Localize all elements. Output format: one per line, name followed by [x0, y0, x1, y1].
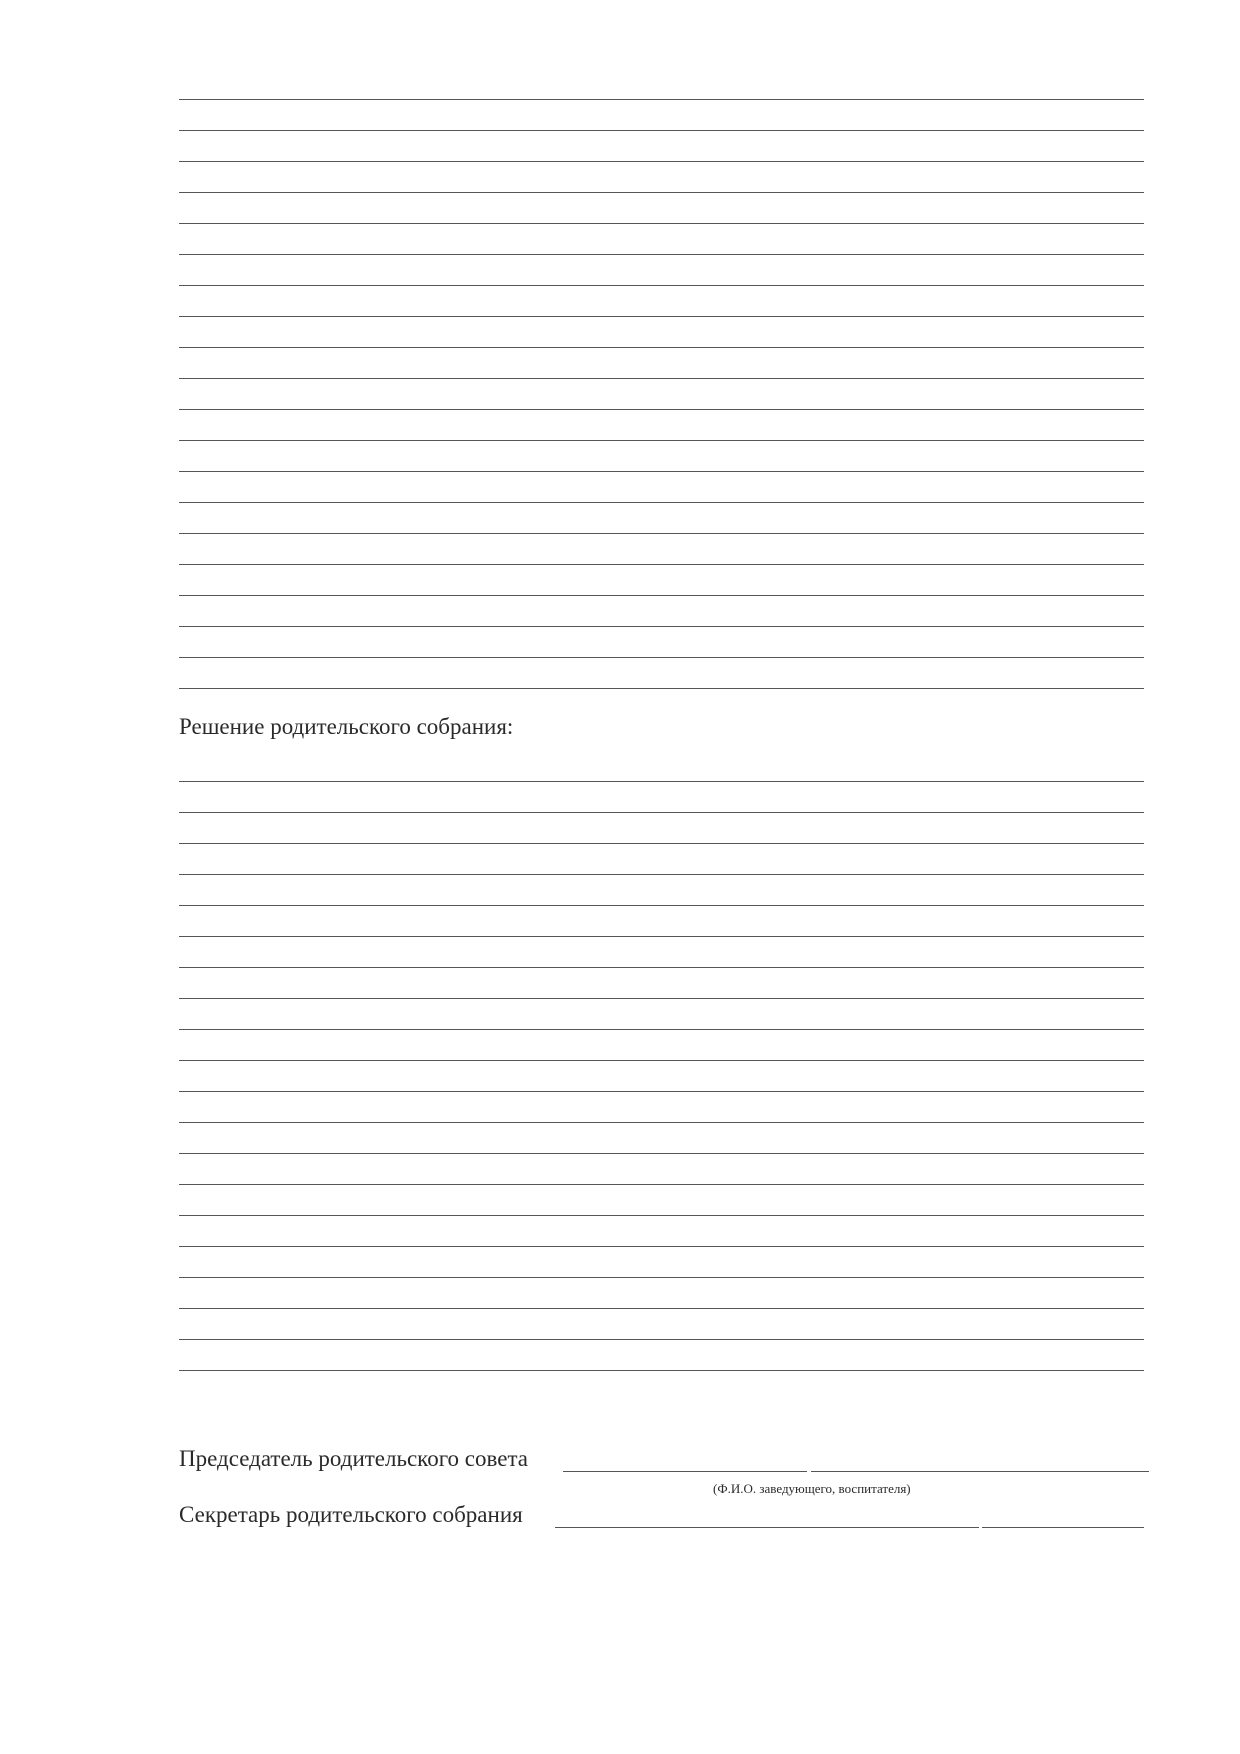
blank-line — [179, 688, 1144, 689]
blank-line — [179, 130, 1144, 131]
blank-line — [179, 192, 1144, 193]
blank-line — [179, 1308, 1144, 1309]
blank-line — [179, 1184, 1144, 1185]
chairman-name-field[interactable] — [811, 1471, 1149, 1472]
blank-line — [179, 161, 1144, 162]
blank-line — [179, 1122, 1144, 1123]
blank-line — [179, 1153, 1144, 1154]
blank-line — [179, 1370, 1144, 1371]
blank-line — [179, 285, 1144, 286]
blank-line — [179, 967, 1144, 968]
blank-line — [179, 1060, 1144, 1061]
blank-line — [179, 409, 1144, 410]
chairman-label: Председатель родительского совета — [179, 1446, 528, 1471]
blank-line — [179, 254, 1144, 255]
blank-line — [179, 533, 1144, 534]
chairman-signature-row — [179, 1444, 1154, 1476]
blank-line — [179, 347, 1144, 348]
blank-line — [179, 316, 1144, 317]
blank-line — [179, 781, 1144, 782]
blank-line — [179, 223, 1144, 224]
blank-line — [179, 1215, 1144, 1216]
blank-line — [179, 1029, 1144, 1030]
blank-line — [179, 502, 1144, 503]
blank-line — [179, 1246, 1144, 1247]
secretary-signature-field[interactable] — [555, 1527, 979, 1528]
blank-line — [179, 998, 1144, 999]
signature-note: (Ф.И.О. заведующего, воспитателя) — [713, 1481, 911, 1496]
blank-line — [179, 905, 1144, 906]
blank-line — [179, 1277, 1144, 1278]
secretary-name-field[interactable] — [982, 1527, 1144, 1528]
blank-line — [179, 595, 1144, 596]
decision-heading: Решение родительского собрания: — [179, 714, 514, 739]
blank-line — [179, 626, 1144, 627]
blank-line — [179, 874, 1144, 875]
blank-line — [179, 812, 1144, 813]
chairman-signature-field[interactable] — [563, 1471, 807, 1472]
blank-line — [179, 1091, 1144, 1092]
blank-line — [179, 564, 1144, 565]
secretary-signature-row — [179, 1500, 1149, 1532]
blank-line — [179, 440, 1144, 441]
blank-line — [179, 378, 1144, 379]
blank-line — [179, 1339, 1144, 1340]
secretary-label: Секретарь родительского собрания — [179, 1502, 523, 1527]
blank-line — [179, 471, 1144, 472]
blank-line — [179, 657, 1144, 658]
blank-line — [179, 99, 1144, 100]
blank-line — [179, 936, 1144, 937]
blank-line — [179, 843, 1144, 844]
